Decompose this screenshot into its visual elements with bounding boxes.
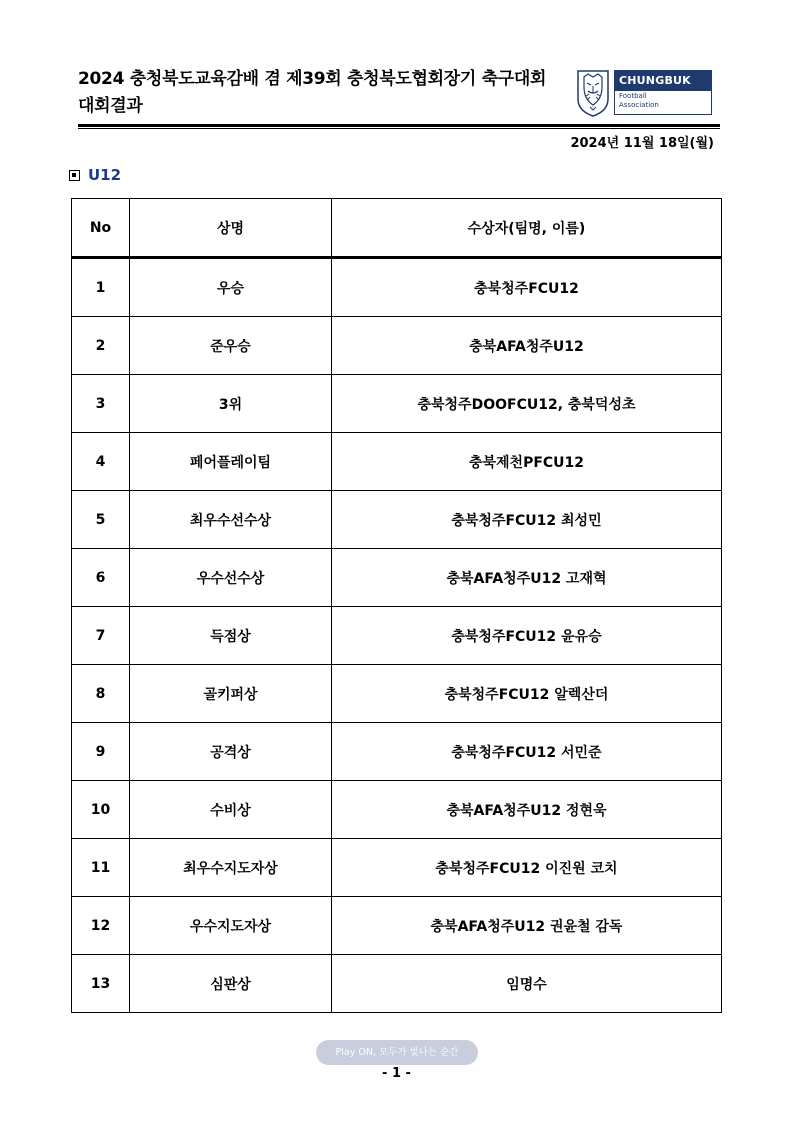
cell-no: 8 <box>72 665 130 723</box>
table-row <box>72 375 722 433</box>
chungbuk-fa-logo <box>575 69 715 118</box>
cell-no: 6 <box>72 549 130 607</box>
cell-no: 2 <box>72 317 130 375</box>
logo-sub-line-1: Football <box>619 92 647 100</box>
document-date: 2024년 11월 18일(월) <box>570 136 714 151</box>
cell-award: 수비상 <box>130 781 332 839</box>
square-bullet-icon <box>69 170 80 181</box>
tiger-emblem-icon <box>575 69 611 118</box>
cell-no: 7 <box>72 607 130 665</box>
table-row <box>72 549 722 607</box>
table-row <box>72 839 722 897</box>
section-label: U12 <box>88 166 122 184</box>
section-heading <box>69 166 121 184</box>
page-number: - 1 - <box>382 1066 411 1081</box>
cell-no: 1 <box>72 258 130 317</box>
cell-award: 심판상 <box>130 955 332 1013</box>
cell-no: 9 <box>72 723 130 781</box>
cell-winner: 충북AFA청주U12 고재혁 <box>332 549 722 607</box>
title-line-2: 대회결과 <box>78 96 143 116</box>
cell-winner: 충북청주FCU12 이진원 코치 <box>332 839 722 897</box>
cell-award: 최우수지도자상 <box>130 839 332 897</box>
cell-award: 골키퍼상 <box>130 665 332 723</box>
column-header-winner: 수상자(팀명, 이름) <box>332 199 722 258</box>
column-header-award: 상명 <box>130 199 332 258</box>
header-divider-thin <box>78 128 720 129</box>
table-body <box>72 258 722 1013</box>
cell-winner: 충북제천PFCU12 <box>332 433 722 491</box>
logo-brand-text: CHUNGBUK <box>615 71 711 91</box>
table-row <box>72 317 722 375</box>
document-title <box>78 66 546 120</box>
table-row <box>72 955 722 1013</box>
cell-award: 득점상 <box>130 607 332 665</box>
document-header <box>78 66 718 124</box>
cell-winner: 충북청주FCU12 윤유승 <box>332 607 722 665</box>
cell-winner: 충북청주FCU12 서민준 <box>332 723 722 781</box>
logo-sub-line-2: Association <box>619 101 659 109</box>
table-row <box>72 723 722 781</box>
cell-winner: 임명수 <box>332 955 722 1013</box>
logo-subtitle <box>619 92 659 110</box>
table-row <box>72 665 722 723</box>
cell-no: 4 <box>72 433 130 491</box>
cell-no: 3 <box>72 375 130 433</box>
logo-box <box>614 70 712 115</box>
cell-award: 공격상 <box>130 723 332 781</box>
cell-no: 12 <box>72 897 130 955</box>
table-row <box>72 607 722 665</box>
cell-winner: 충북AFA청주U12 <box>332 317 722 375</box>
header-divider-thick <box>78 124 720 127</box>
table-row <box>72 491 722 549</box>
cell-no: 10 <box>72 781 130 839</box>
table-row <box>72 897 722 955</box>
table-row <box>72 433 722 491</box>
cell-award: 최우수선수상 <box>130 491 332 549</box>
table-row <box>72 781 722 839</box>
cell-winner: 충북청주FCU12 알렉산더 <box>332 665 722 723</box>
column-header-no: No <box>72 199 130 258</box>
cell-winner: 충북AFA청주U12 권윤철 감독 <box>332 897 722 955</box>
cell-award: 우수지도자상 <box>130 897 332 955</box>
slogan-badge: Play ON, 모두가 빛나는 순간 <box>316 1040 478 1065</box>
cell-award: 3위 <box>130 375 332 433</box>
cell-award: 페어플레이팀 <box>130 433 332 491</box>
table-header-row <box>72 199 722 258</box>
cell-winner: 충북청주FCU12 <box>332 258 722 317</box>
cell-no: 5 <box>72 491 130 549</box>
cell-no: 13 <box>72 955 130 1013</box>
title-line-1: 2024 충청북도교육감배 겸 제39회 충청북도협회장기 축구대회 <box>78 69 547 89</box>
cell-winner: 충북청주FCU12 최성민 <box>332 491 722 549</box>
cell-winner: 충북AFA청주U12 정현욱 <box>332 781 722 839</box>
cell-award: 준우승 <box>130 317 332 375</box>
cell-award: 우수선수상 <box>130 549 332 607</box>
cell-winner: 충북청주DOOFCU12, 충북덕성초 <box>332 375 722 433</box>
awards-table <box>71 198 722 1013</box>
cell-no: 11 <box>72 839 130 897</box>
table-row <box>72 258 722 317</box>
cell-award: 우승 <box>130 258 332 317</box>
